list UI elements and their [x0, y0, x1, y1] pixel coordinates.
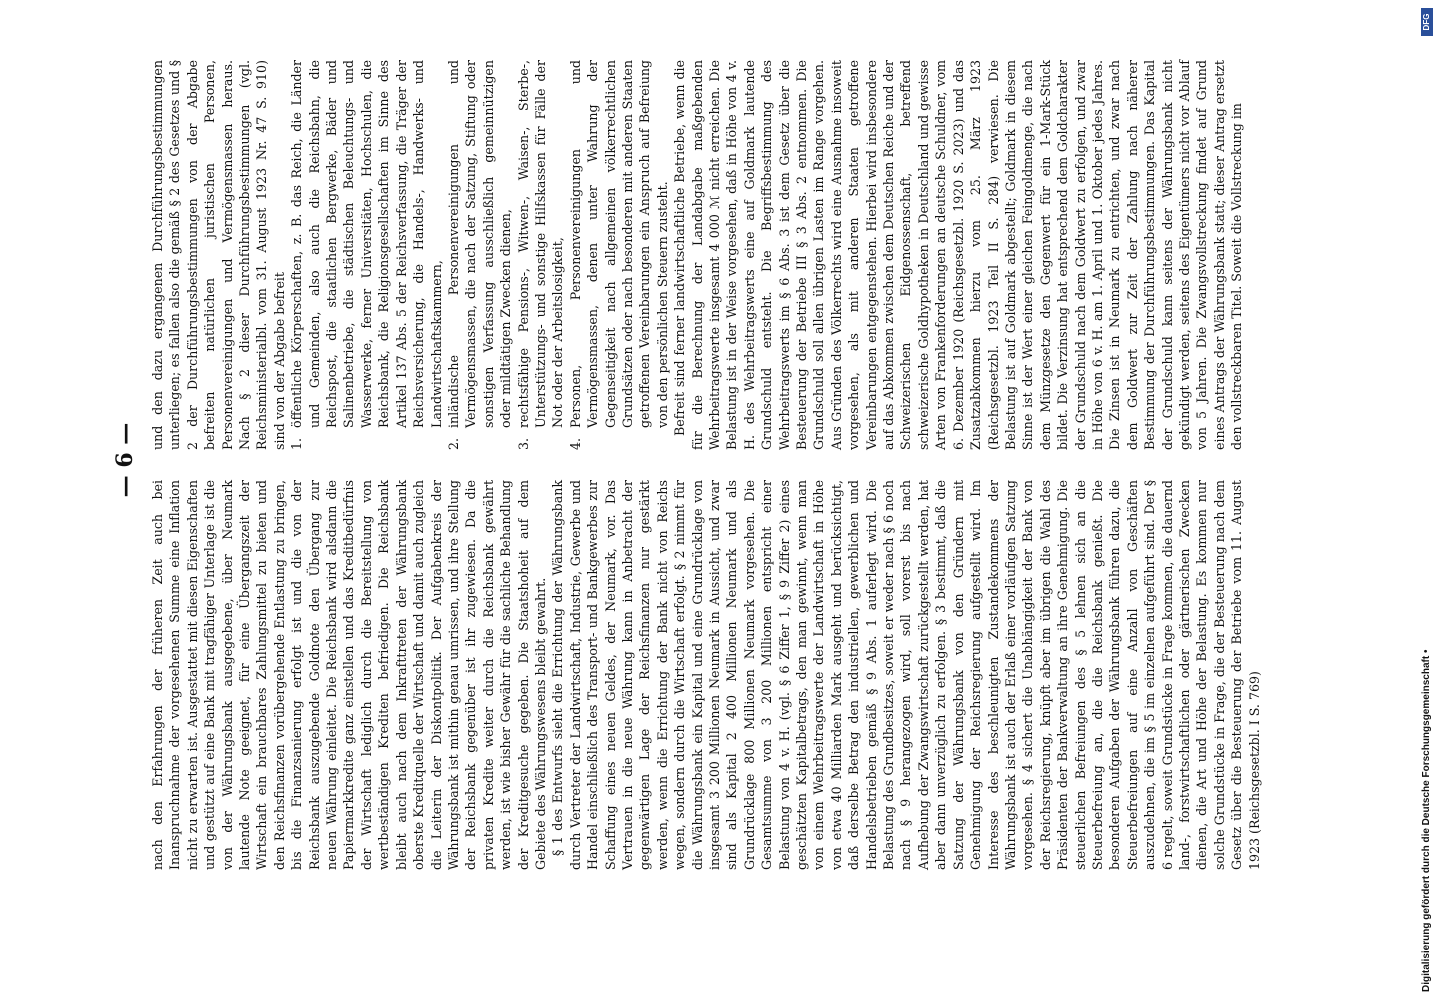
paragraph: nach den Erfahrungen der früheren Zeit auch bei Inanspruchnahme der vorgesehenen Summe eine Inflation nicht zu erwarten ist. Ausgestattet mit diesen Eigenschaften und gestützt auf eine Bank mit tragfähiger Unterlage ist die von der Währungsbank ausgegebene, über Neumark lautende Note geeignet, für eine Übergangszeit der Wirtschaft ein brauchbares Zahlungsmittel zu bieten und den Reichsfinanzen vorübergehende Entlastung zu bringen, bis die Finanzsanierung erfolgt ist und die von der Reichsbank auszugebende Goldnote den Übergang zur neuen Währung einleitet. Die Reichsbank wird alsdann die Papiermarkkredite ganz einstellen und das Kreditbedürfnis der Wirtschaft lediglich durch die Bereitstellung von wertbeständigen Krediten befriedigen. Die Reichsbank bleibt auch nach dem Inkrafttreten der Währungsbank oberste Kreditquelle der Wirtschaft und damit auch zugleich die Leiterin der Diskontpolitik. Der Aufgabenkreis der Währungsbank ist mithin genau umrissen, und ihre Stellung der Reichsbank gegenüber ist ihr zugewiesen. Da die privaten Kredite weiter durch die Reichsbank gewährt werden, ist wie bisher Gewähr für die sachliche Behandlung der Kreditgesuche gegeben. Die Staatshoheit auf dem Gebiete des Währungswesens bleibt gewahrt.: [150, 480, 548, 870]
dfg-logo-text: DFG: [1422, 13, 1431, 31]
paragraph: § 1 des Entwurfs sieht die Errichtung der Währungsbank durch Vertreter der Landwirtschaft, Industrie, Gewerbe und Handel einschließlich des Transport- und Bankgewerbes zur Schaffung eines neuen Geldes, der Neumark, vor. Das Vertrauen in die neue Währung kann in Anbetracht der gegenwärtigen Lage der Reichsfinanzen nur gestärkt werden, wenn die Errichtung der Bank nicht von Reichs wegen, sondern durch die Wirtschaft erfolgt. § 2 nimmt für die Währungsbank ein Kapital und eine Grundrücklage von insgesamt 3 200 Millionen Neumark in Aussicht, und zwar sind als Kapital 2 400 Millionen Neumark und als Grundrücklage 800 Millionen Neumark vorgesehen. Die Gesamtsumme von 3 200 Millionen entspricht einer Belastung von 4 v. H. (vgl. § 6 Ziffer 1, § 9 Ziffer 2) eines geschätzten Kapitalbetrags, den man gewinnt, wenn man von einem Wehrbeitragswerte der Landwirtschaft in Höhe von etwa 40 Milliarden Mark ausgeht und berücksichtigt, daß derselbe Betrag den industriellen, gewerblichen und Handelsbetrieben gemäß § 9 Abs. 1 auferlegt wird. Die Belastung des Grundbesitzes, soweit er weder nach § 6 noch nach § 9 herangezogen wird, soll vorerst bis nach Aufhebung der Zwangswirtschaft zurückgestellt werden, hat aber dann unverzüglich zu erfolgen. § 3 bestimmt, daß die Satzung der Währungsbank von den Gründern mit Genehmigung der Reichsregierung aufgestellt wird. Im Interesse des beschleunigten Zustandekommens der Währungsbank ist auch der Erlaß einer vorläufigen Satzung vorgesehen. § 4 sichert die Unabhängigkeit der Bank von der Reichsregierung, knüpft aber im übrigen die Wahl des Präsidenten der Bankverwaltung an ihre Genehmigung. Die steuerlichen Befreiungen des § 5 lehnen sich an die Steuerbefreiung an, die die Reichsbank genießt. Die besonderen Aufgaben der Währungsbank führen dazu, die Steuerbefreiungen auf eine Anzahl von Geschäften auszudehnen, die im § 5 im einzelnen aufgeführt sind. Der § 6 regelt, soweit Grundstücke in Frage kommen, die dauernd land-, forstwirtschaftlichen oder gärtnerischen Zwecken dienen, die Art und Höhe der Belastung. Es kommen nur solche Grundstücke in Frage, die der Besteuerung nach dem Gesetz über die Besteuerung der Betriebe vom 11. August 1923 (Reichsgesetzbl. I S. 769): [550, 480, 1262, 870]
paragraph: und den dazu ergangenen Durchführungsbestimmungen unterliegen; es fallen also die gemäß § 2 des Gesetzes und § 2 der Durchführungsbestimmungen von der Abgabe befreiten natürlichen juristischen Personen, Personenvereinigungen und Vermögensmassen heraus. Nach § 2 dieser Durchführungsbestimmungen (vgl. Reichsministerialbl. vom 31. August 1923 Nr. 47 S. 910) sind von der Abgabe befreit: [150, 60, 287, 450]
digitization-credit: [1418, 8, 1434, 992]
right-column: [149, 60, 1329, 450]
credit-text: Digitalisierung gefördert durch die Deutsche Forschungsgemeinschaft •: [1421, 649, 1432, 992]
list-item: 3.rechtsfähige Pensions-, Witwen-, Waisen-, Sterbe-, Unterstützungs- und sonstige Hilfskassen für Fälle der Not oder der Arbeitslosigkeit,: [515, 60, 566, 450]
dfg-logo: [1421, 8, 1433, 36]
rotated-page: [105, 50, 1325, 870]
list-item: 4.Personen, Personenvereinigungen und Vermögensmassen, denen unter Wahrung der Gegenseitigkeit nach allgemeinen völkerrechtlichen Grundsätzen oder nach besonderen mit anderen Staaten getroffenen Vereinbarungen ein Anspruch auf Befreiung von den persönlichen Steuern zusteht.: [567, 60, 670, 450]
page-number: — 6 —: [112, 422, 138, 498]
exemption-list: [288, 60, 671, 450]
left-column: [149, 480, 1329, 870]
list-item: 2.inländische Personenvereinigungen und Vermögensmassen, die nach der Satzung, Stiftung oder sonstigen Verfassung ausschließlich gemeinnützigen oder mildtätigen Zwecken dienen,: [445, 60, 514, 450]
paragraph: Befreit sind ferner landwirtschaftliche Betriebe, wenn die für die Berechnung der Landabgabe maßgebenden Wehrbeitragswerte insgesamt 4 000 ℳ nicht erreichen. Die Belastung ist in der Weise vorgesehen, daß in Höhe von 4 v. H. des Wehrbeitragswerts eine auf Goldmark lautende Grundschuld entsteht. Die Begriffsbestimmung des Wehrbeitragswerts im § 6 Abs. 3 ist dem Gesetz über die Besteuerung der Betriebe III § 3 Abs. 2 entnommen. Die Grundschuld soll allen übrigen Lasten im Range vorgehen. Aus Gründen des Völkerrechts wird eine Ausnahme insoweit vorgesehen, als mit anderen Staaten getroffene Vereinbarungen entgegenstehen. Hierbei wird insbesondere auf das Abkommen zwischen dem Deutschen Reiche und der Schweizerischen Eidgenossenschaft, betreffend schweizerische Goldhypotheken in Deutschland und gewisse Arten von Frankenforderungen an deutsche Schuldner, vom 6. Dezember 1920 (Reichsgesetzbl. 1920 S. 2023) und das Zusatzabkommen hierzu vom 25. März 1923 (Reichsgesetzbl. 1923 Teil II S. 284) verwiesen. Die Belastung ist auf Goldmark abgestellt; Goldmark in diesem Sinne ist der Wert einer gleichen Feingoldmenge, die nach dem Münzgesetze den Gegenwert für ein 1-Mark-Stück bildet. Die Verzinsung hat entsprechend dem Goldcharakter der Grundschuld nach dem Goldwert zu erfolgen, und zwar in Höhe von 6 v. H. am 1. April und 1. Oktober jedes Jahres. Die Zinsen ist in Neumark zu entrichten, und zwar nach dem Goldwert zur Zeit der Zahlung nach näherer Bestimmung der Durchführungsbestimmungen. Das Kapital der Grundschuld kann seitens der Währungsbank nicht gekündigt werden, seitens des Eigentümers nicht vor Ablauf von 5 Jahren. Die Zwangsvollstreckung findet auf Grund eines Antrags der Währungsbank statt; dieser Antrag ersetzt den vollstreckbaren Titel. Soweit die Vollstreckung im: [672, 60, 1245, 450]
list-item: 1.öffentliche Körperschaften, z. B. das Reich, die Länder und Gemeinden, also auch die Reichsbahn, die Reichspost, die staatlichen Bergwerke, Bäder und Salinenbetriebe, die städtischen Beleuchtungs- und Wasserwerke, ferner Universitäten, Hochschulen, die Reichsbank, die Religionsgesellschaften im Sinne des Artikel 137 Abs. 5 der Reichsverfassung, die Träger der Reichsversicherung, die Handels-, Handwerks- und Landwirtschaftskammern,: [289, 60, 444, 450]
